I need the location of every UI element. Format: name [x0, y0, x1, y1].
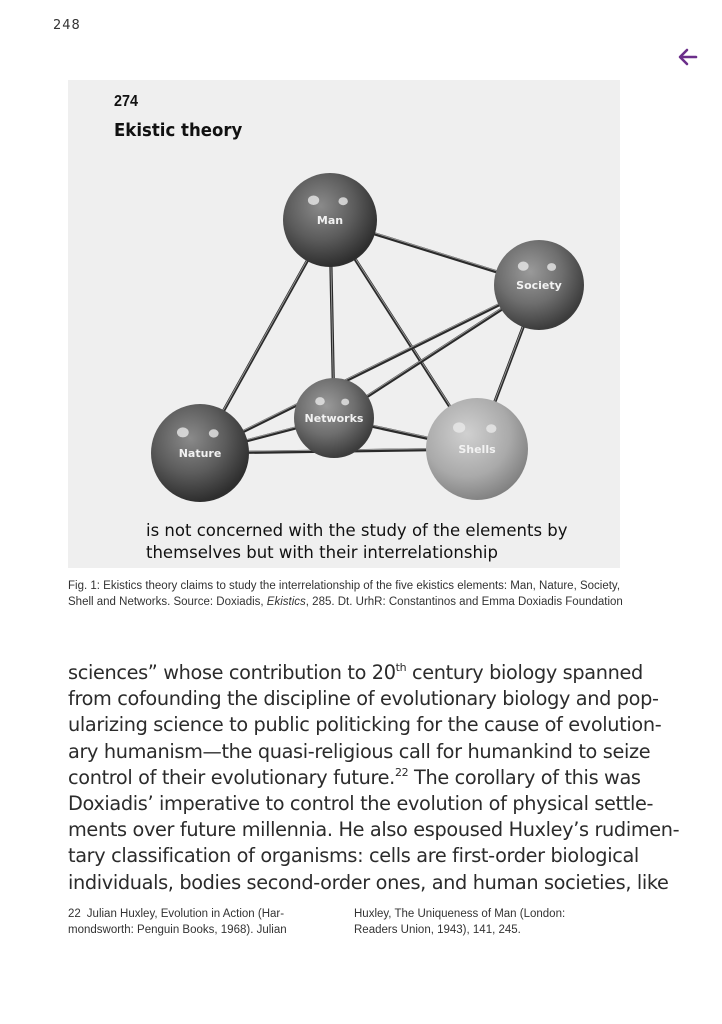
- sphere-highlight: [518, 262, 529, 271]
- body-paragraph: [68, 660, 680, 896]
- back-button[interactable]: [676, 45, 700, 69]
- text-line: ary humanism—the quasi-religious call for humankind to seize: [68, 739, 651, 763]
- footnote-22-continued: Huxley, The Uniqueness of Man (London: Readers Union, 1943), 141, 245.: [354, 908, 566, 936]
- sphere-highlight: [177, 427, 189, 437]
- text-line: ularizing science to public politicking for the cause of evolution-: [68, 713, 662, 737]
- ekistics-model-diagram: [68, 80, 620, 568]
- sphere-networks: [294, 378, 374, 458]
- sphere-highlight: [308, 195, 319, 205]
- page-number: 248: [53, 18, 81, 33]
- sphere-highlight: [341, 399, 349, 406]
- sphere-label-networks: Networks: [304, 412, 364, 425]
- figure-title: Ekistic theory: [114, 120, 243, 141]
- sphere-highlight: [486, 424, 496, 433]
- figure-footer-line: is not concerned with the study of the elements by: [146, 521, 568, 540]
- figure-footer-line: themselves but with their interrelationship: [146, 543, 498, 562]
- sphere-man: [283, 173, 377, 267]
- footnote-number: 22: [68, 908, 81, 920]
- sphere-highlight: [547, 263, 556, 271]
- figure-footer-text: [146, 520, 568, 564]
- sphere-label-society: Society: [516, 279, 562, 292]
- sphere-label-shells: Shells: [458, 443, 496, 456]
- text-line: from cofounding the discipline of evolutionary biology and pop-: [68, 687, 659, 711]
- sphere-highlight: [315, 397, 325, 405]
- arrow-left-icon: [676, 45, 700, 69]
- sphere-shells: [426, 398, 528, 500]
- sphere-society: [494, 240, 584, 330]
- footnote-22: 22 Julian Huxley, Evolution in Action (Har- mondsworth: Penguin Books, 1968). Julian: [68, 908, 287, 936]
- sphere-highlight: [338, 197, 347, 205]
- footnote-reference[interactable]: 22: [394, 765, 409, 779]
- text-line: control of their evolutionary future.$^{22}$ The corollary of this was: [68, 765, 641, 789]
- text-line: ments over future millennia. He also espoused Huxley’s rudimen-: [68, 818, 680, 842]
- text-line: sciences” whose contribution to 20th century biology spanned: [68, 661, 643, 684]
- text-line: Doxiadis’ imperative to control the evolution of physical settle-: [68, 792, 654, 816]
- sphere-highlight: [453, 422, 465, 432]
- figure-ekistic-theory: [68, 80, 620, 568]
- sphere-label-man: Man: [316, 214, 344, 227]
- figure-caption: Fig. 1: Ekistics theory claims to study the interrelationship of the five ekistics elements: Man, Nature, Society, Shell and Networks. Source: Doxiadis, Ekistics, 285. Dt. UrhR: Constantinos and Emma Doxiadis Foundation: [68, 580, 623, 608]
- figure-number: 274: [114, 93, 139, 110]
- sphere-highlight: [209, 429, 219, 437]
- superscript: th: [395, 661, 407, 674]
- text-line: individuals, bodies second-order ones, and human societies, like: [68, 870, 669, 894]
- sphere-nature: [151, 404, 249, 502]
- text-line: tary classification of organisms: cells are first-order biological: [68, 844, 639, 868]
- sphere-label-nature: Nature: [178, 447, 222, 460]
